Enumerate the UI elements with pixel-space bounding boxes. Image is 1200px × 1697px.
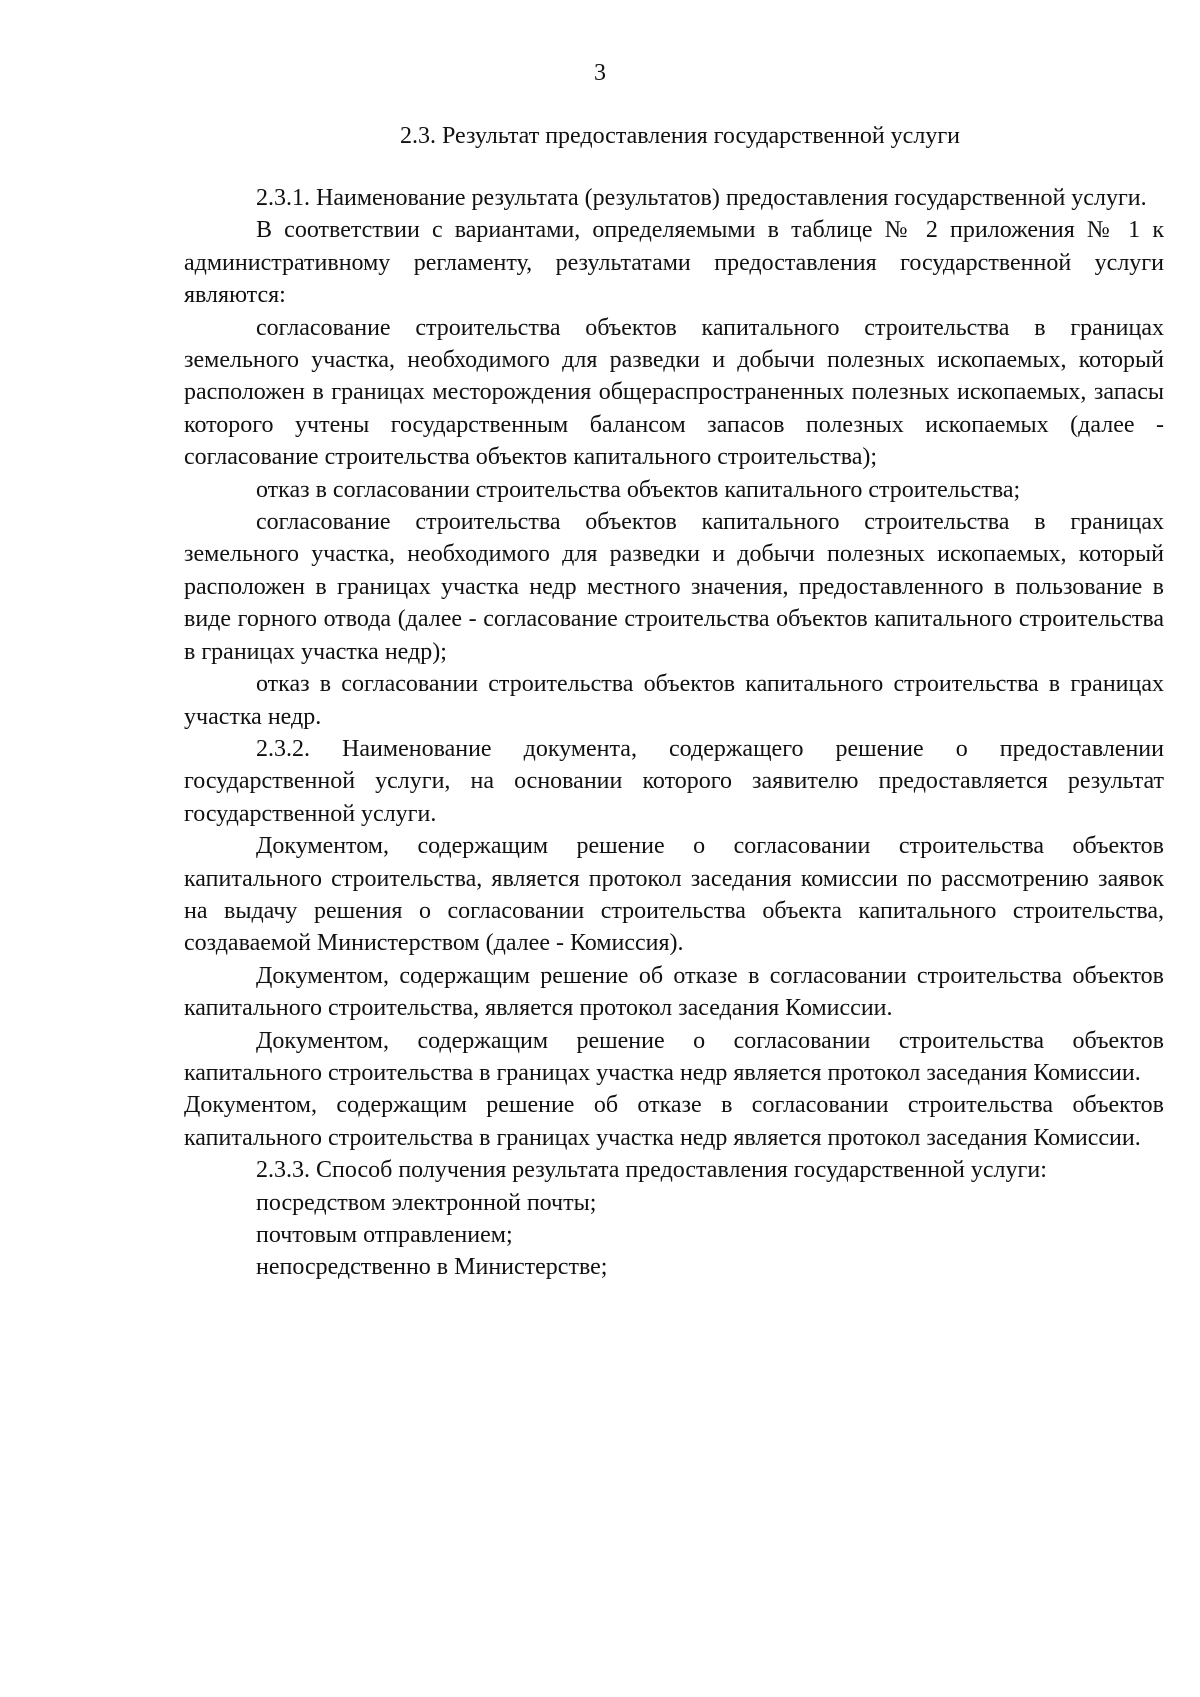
paragraph-2-3-3: 2.3.3. Способ получения результата предоставления государственной услуги: [256,1157,1047,1184]
section-title: 2.3. Результат предоставления государственной услуги [399,123,960,149]
paragraph-2-3-2: 2.3.2. Наименование документа, содержащего решение о предоставлении государственной услуги, на основании которого заявителю предоставляется результат государственной услуги. [184,735,1164,827]
paragraph-method-in-person: непосредственно в Министерстве; [256,1254,608,1281]
page-number: 3 [594,60,606,86]
paragraph-document-approval: Документом, содержащим решение о согласовании строительства объектов капитального строительства, является протокол заседания комиссии по рассмотрению заявок на выдачу решения о согласовании строительства объекта капитального строительства, создаваемой Министерством (далее - Комиссия). [184,833,1164,957]
paragraph-method-email: посредством электронной почты; [256,1189,597,1216]
paragraph-document-refusal: Документом, содержащим решение об отказе в согласовании строительства объектов капитального строительства, является протокол заседания Комиссии. [184,962,1164,1022]
paragraph-result-refusal-subsoil: отказ в согласовании строительства объектов капитального строительства в границах участка недр. [184,671,1164,730]
paragraph-result-refusal: отказ в согласовании строительства объектов капитального строительства; [256,476,1021,503]
paragraph-2-3-1: 2.3.1. Наименование результата (результатов) предоставления государственной услуги. [256,185,1147,211]
paragraph-result-approval: согласование строительства объектов капитального строительства в границах земельного участка, необходимого для разведки и добычи полезных ископаемых, который расположен в границах месторождения общераспространенных полезных ископаемых, запасы которого учтены государственным балансом запасов полезных ископаемых (далее - согласование строительства объектов капитального строительства); [184,314,1164,471]
document-body [184,182,1164,1284]
paragraph-results-intro: В соответствии с вариантами, определяемыми в таблице № 2 приложения № 1 к административному регламенту, результатами предоставления государственной услуги являются: [184,217,1164,309]
paragraph-document-approval-subsoil: Документом, содержащим решение о согласовании строительства объектов капитального строительства в границах участка недр является протокол заседания Комиссии. [184,1027,1164,1086]
paragraph-result-approval-subsoil: согласование строительства объектов капитального строительства в границах земельного участка, необходимого для разведки и добычи полезных ископаемых, который расположен в границах участка недр местного значения, предоставленного в пользование в виде горного отвода (далее - согласование строительства объектов капитального строительства в границах участка недр); [184,509,1164,665]
paragraph-method-post: почтовым отправлением; [256,1222,513,1248]
paragraph-document-refusal-subsoil: Документом, содержащим решение об отказе в согласовании строительства объектов капитального строительства в границах участка недр является протокол заседания Комиссии. [184,1092,1164,1151]
